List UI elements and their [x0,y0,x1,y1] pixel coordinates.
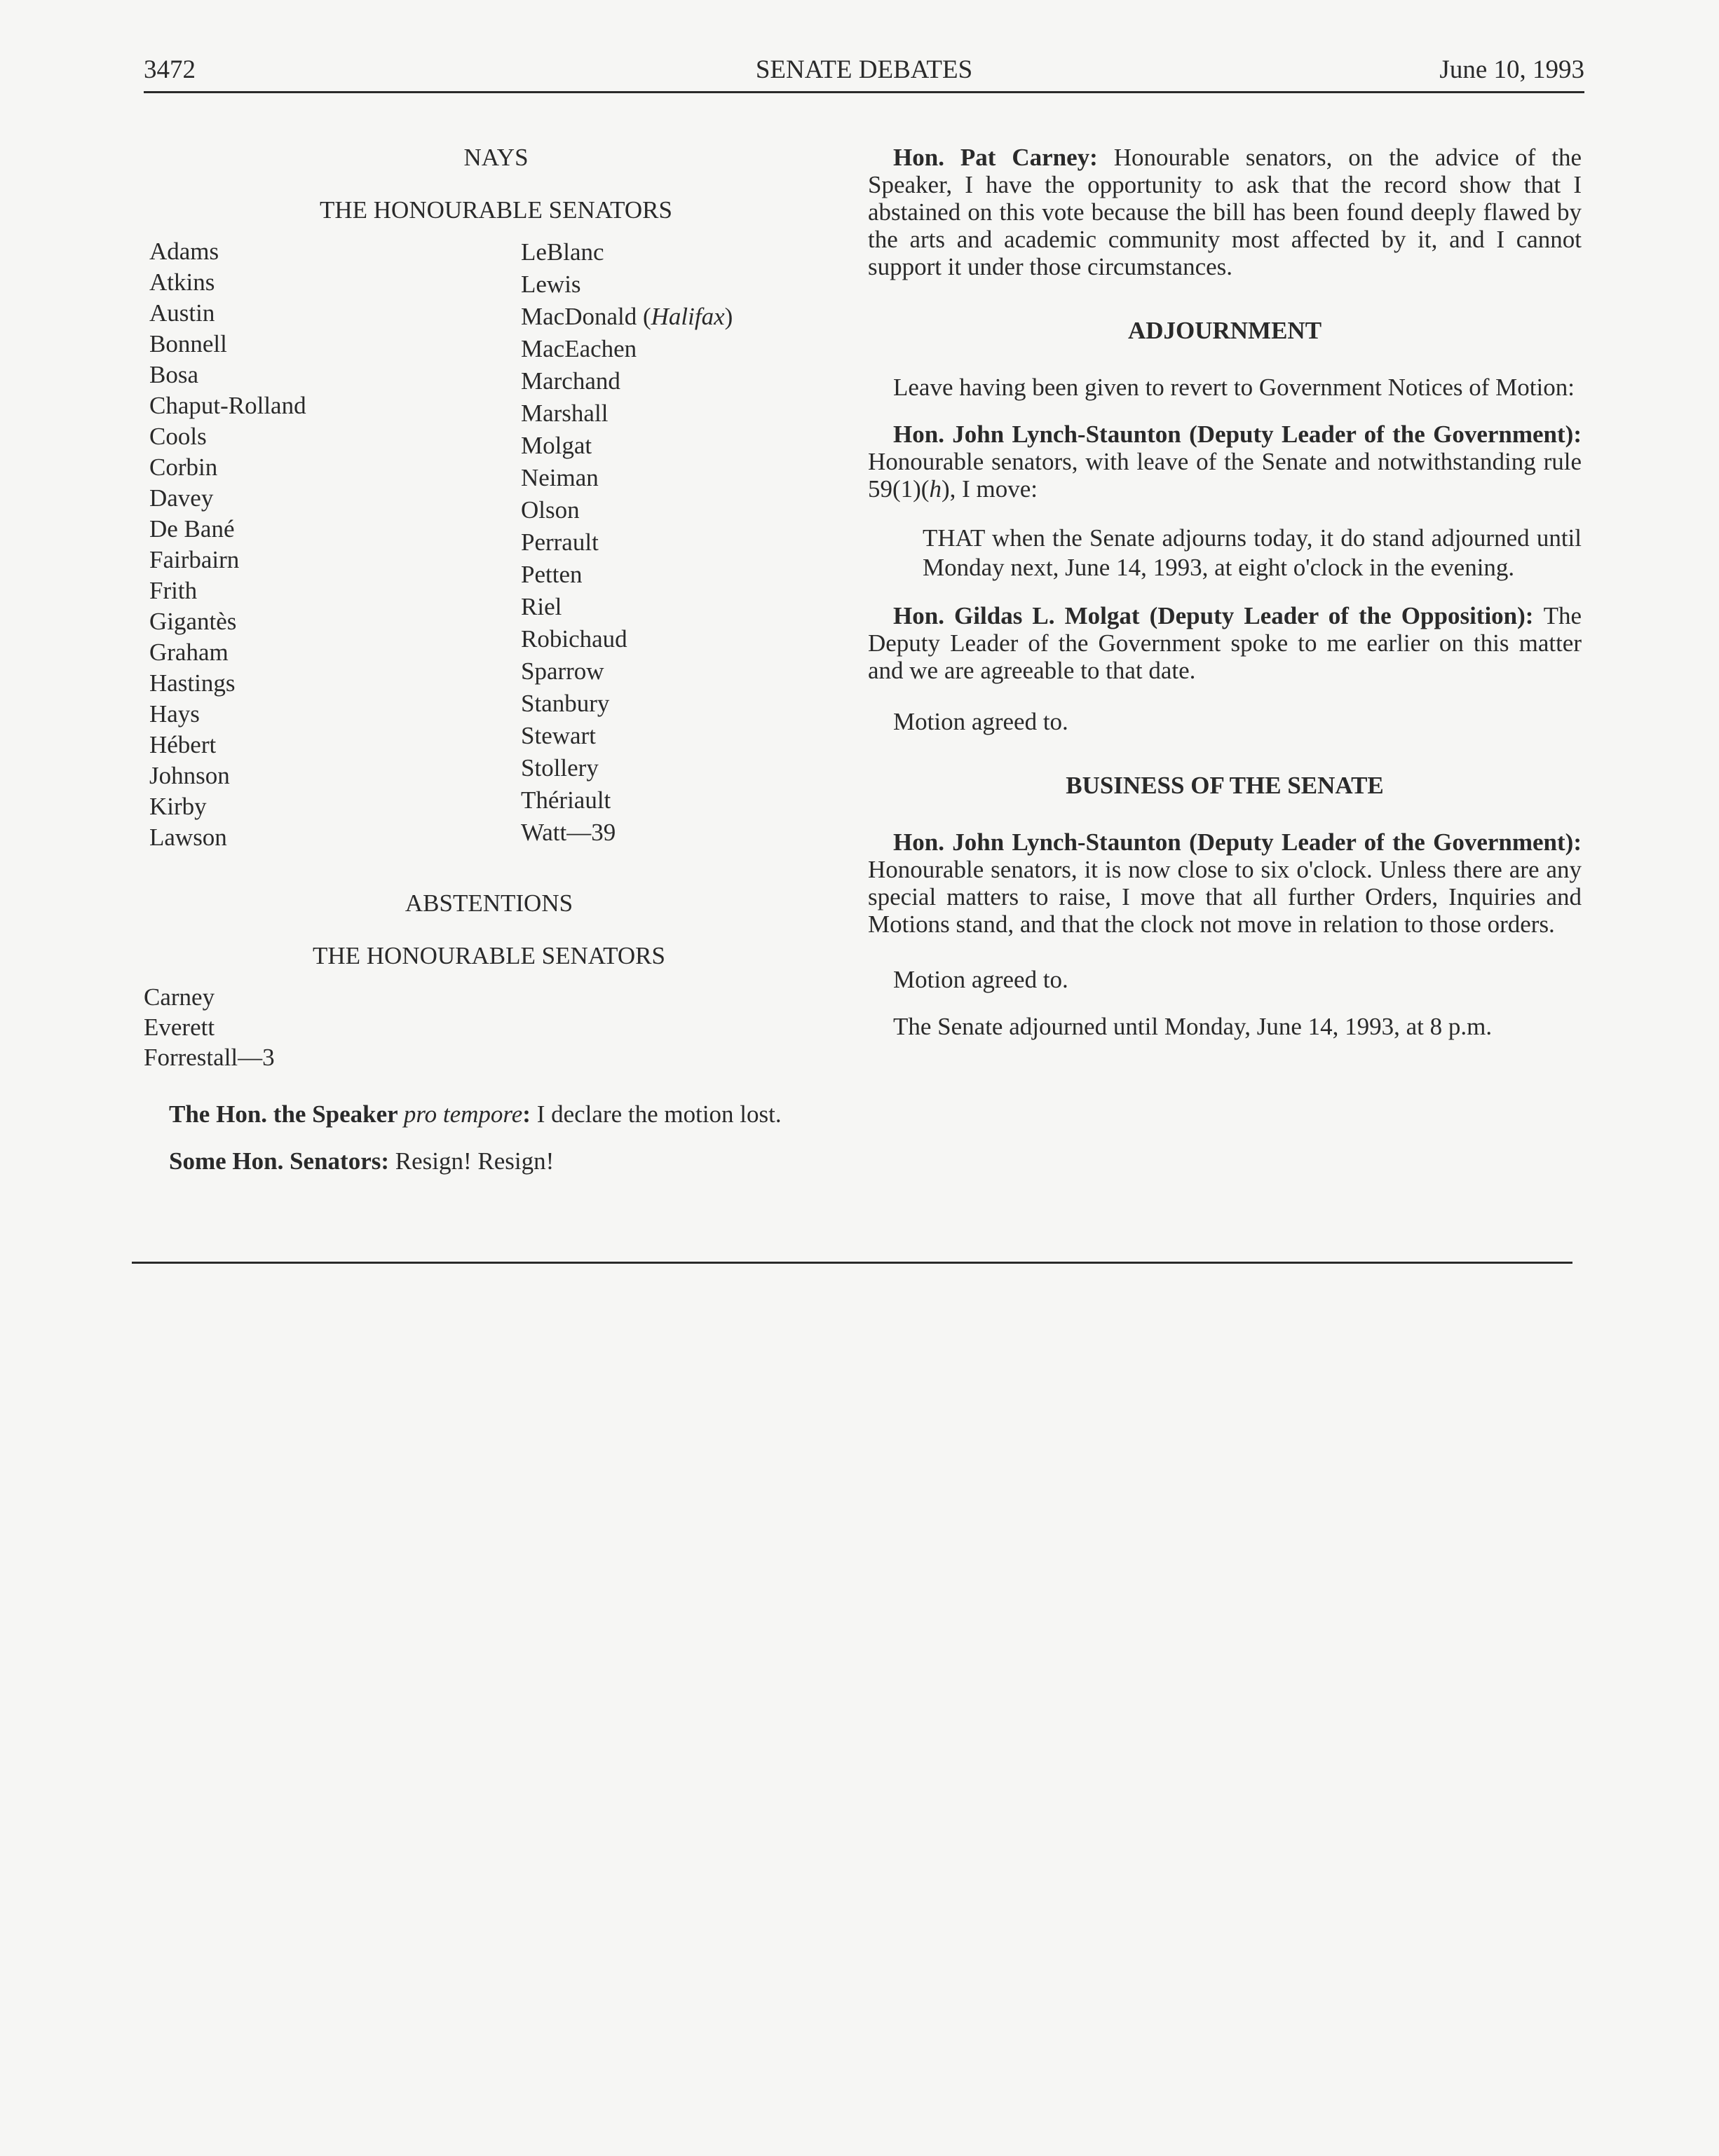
senator-name: Olson [521,496,580,524]
page-header [144,55,1584,93]
senator-name: Davey [149,484,214,512]
molgat-label: Hon. Gildas L. Molgat (Deputy Leader of the Opposition): [893,602,1544,629]
motion-quote: THAT when the Senate adjourns today, it do stand adjourned until Monday next, June 14, 1993, at eight o'clock in the evening. [923,524,1582,581]
senator-name: Lewis [521,271,581,298]
senator-name: Sparrow [521,657,604,685]
carney-text: Honourable senators, on the advice of the Speaker, I have the opportunity to ask that the record show that I abstained on this vote because the bill has been found deeply flawed by the arts and academic community most affected by it, and I cannot support it under those circumstances. [868,144,1582,280]
senator-name: Everett [144,1014,215,1041]
senator-name: Cools [149,423,207,450]
abstentions-column [144,982,275,1072]
senator-name: Fairbairn [149,546,240,573]
senator-name: Chaput-Rolland [149,392,306,419]
senator-name: LeBlanc [521,238,604,266]
some-senators-paragraph [144,1147,834,1175]
adjourned-paragraph: The Senate adjourned until Monday, June 14, 1993, at 8 p.m. [893,1013,1493,1040]
senator-name: Molgat [521,432,592,459]
nays-column-1 [149,236,521,853]
molgat-text: The Deputy Leader of the Government spoke to me earlier on this matter and we are agreeable to that date. [868,602,1582,684]
senator-name: Forrestall—3 [144,1044,275,1071]
lynch-staunton-paragraph-1: Hon. John Lynch-Staunton (Deputy Leader of the Government): Honourable senators, with leave of the Senate and notwithstanding rule 59(1)(h), I move: [868,421,1582,503]
senator-name: Hastings [149,669,236,697]
adjournment-heading: ADJOURNMENT [1127,317,1322,344]
senator-name: Frith [149,577,198,604]
senator-name: Petten [521,561,583,588]
senator-name: Austin [149,299,215,327]
senator-name: Hays [149,700,200,728]
senator-name: Neiman [521,464,599,491]
senator-name: Carney [144,983,215,1011]
abstentions-heading: ABSTENTIONS [405,889,573,917]
some-senators-text: Resign! Resign! [395,1147,555,1175]
senator-name: Adams [149,238,219,265]
speaker-label: The Hon. the Speaker [169,1100,404,1128]
page-date: June 10, 1993 [1439,55,1584,84]
carney-paragraph [868,144,1582,280]
left-column [144,144,834,1175]
senator-name: Atkins [149,268,215,296]
nays-subheading: THE HONOURABLE SENATORS [320,196,672,224]
abstentions-list [144,982,834,1072]
senator-name: Marchand [521,367,620,395]
senator-name: Watt—39 [521,819,616,846]
page-number: 3472 [144,55,196,84]
lynch-staunton-label-2: Hon. John Lynch-Staunton (Deputy Leader of the Government): [893,828,1582,856]
senator-name: Robichaud [521,625,627,653]
some-senators-label: Some Hon. Senators: [169,1147,395,1175]
senator-name: Kirby [149,793,207,820]
speaker-paragraph: The Hon. the Speaker pro tempore: I declare the motion lost. [169,1100,782,1128]
leave-paragraph: Leave having been given to revert to Government Notices of Motion: [893,374,1575,401]
senator-name: Riel [521,593,562,620]
senator-name: Perrault [521,528,599,556]
right-column [868,144,1582,1040]
lynch-staunton-text-2: Honourable senators, it is now close to six o'clock. Unless there are any special matters to raise, I move that all further Orders, Inquiries and Motions stand, and that the clock not move in relation to those orders. [868,856,1582,938]
bottom-rule [132,1262,1572,1264]
senator-name: Bonnell [149,330,227,357]
senator-name: MacDonald (Halifax) [521,303,733,330]
senator-name: Stollery [521,754,599,782]
senator-name: Gigantès [149,608,237,635]
senator-name: Johnson [149,762,230,789]
nays-column-2 [521,236,733,853]
publication-title: SENATE DEBATES [755,55,973,84]
speaker-text: I declare the motion lost. [536,1100,782,1128]
senator-name: Marshall [521,400,609,427]
senator-name: Stanbury [521,690,610,717]
abstentions-subheading: THE HONOURABLE SENATORS [313,942,665,969]
senator-name: Corbin [149,453,218,481]
senator-name: Stewart [521,722,596,749]
senator-name: MacEachen [521,335,637,362]
senator-name: Thériault [521,786,611,814]
motion-agreed-1: Motion agreed to. [893,708,1068,735]
senator-name: Hébert [149,731,217,758]
lynch-staunton-paragraph-2 [868,828,1582,938]
senator-name: De Bané [149,515,235,543]
senator-name: Bosa [149,361,198,388]
carney-label: Hon. Pat Carney: [893,144,1114,171]
nays-list [149,236,834,853]
business-heading: BUSINESS OF THE SENATE [1066,772,1384,799]
molgat-paragraph [868,602,1582,684]
speaker-italic: pro tempore [403,1100,523,1128]
senator-name: Lawson [149,824,227,851]
motion-agreed-2: Motion agreed to. [893,966,1068,993]
lynch-staunton-label-1: Hon. John Lynch-Staunton (Deputy Leader of the Government): [893,421,1582,448]
nays-heading: NAYS [463,144,529,171]
senator-name: Graham [149,639,229,666]
